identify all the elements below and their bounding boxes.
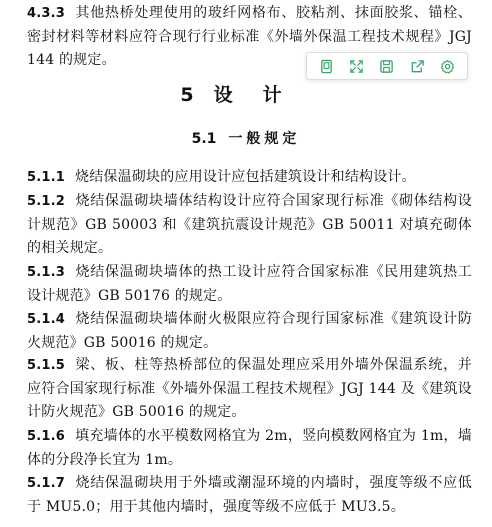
clause-number: 5.1.7 (27, 476, 66, 491)
copy-icon (319, 59, 334, 74)
section-title-text: 一般规定 (228, 131, 301, 147)
clause-5-1-2 (27, 190, 472, 261)
clause-text: 梁、板、柱等热桥部位的保温处理应采用外墙外保温系统，并应符合国家现行标准《外墙外保温工程技术规程》JGJ 144 及《建筑设计防火规范》GB 50016 的规定。 (27, 357, 472, 420)
section-title (0, 128, 492, 148)
clause-text: 烧结保温砌块墙体的热工设计应符合国家标准《民用建筑热工设计规范》GB 50176 的规定。 (27, 264, 472, 304)
clause-text: 烧结保温砌块用于外墙或潮湿环境的内墙时，强度等级不应低于 MU5.0；用于其他内墙时，强度等级不应低于 MU3.5。 (27, 475, 472, 515)
clause-text: 其他热桥处理使用的玻纤网格布、胶粘剂、抹面胶浆、锚栓、密封材料等材料应符合现行行业标准《外墙外保温工程技术规程》JGJ 144 的规定。 (27, 5, 472, 68)
chapter-title-text: 设计 (213, 84, 312, 106)
clause-5-1-5 (27, 354, 472, 425)
save-button[interactable] (375, 55, 399, 77)
clause-number: 5.1.4 (27, 312, 66, 327)
clause-5-1-1 (27, 166, 472, 190)
clause-number: 5.1.5 (27, 358, 66, 373)
floating-toolbar (306, 52, 468, 80)
expand-button[interactable] (345, 55, 369, 77)
clause-text: 烧结保温砌块墙体结构设计应符合国家现行标准《砌体结构设计规范》GB 50003 和《建筑抗震设计规范》GB 50011 对填充砌体的相关规定。 (27, 193, 472, 256)
clause-text: 烧结保温砌块墙体耐火极限应符合现行国家标准《建筑设计防火规范》GB 50016 的规定。 (27, 311, 472, 351)
clause-number: 5.1.1 (27, 170, 66, 185)
clause-number: 5.1.2 (27, 194, 66, 209)
settings-icon (440, 59, 455, 74)
clause-text: 烧结保温砌块的应用设计应包括建筑设计和结构设计。 (75, 169, 416, 185)
chapter-number: 5 (180, 84, 196, 106)
clause-5-1-6 (27, 425, 472, 472)
share-icon (410, 59, 425, 74)
settings-button[interactable] (436, 55, 460, 77)
expand-icon (349, 59, 364, 74)
section-number: 5.1 (191, 131, 217, 147)
clause-number: 5.1.6 (27, 429, 66, 444)
clause-number: 4.3.3 (27, 6, 66, 21)
copy-button[interactable] (314, 55, 338, 77)
clause-5-1-4 (27, 308, 472, 355)
chapter-title (0, 80, 492, 107)
save-icon (379, 59, 394, 74)
clause-5-1-3 (27, 261, 472, 308)
share-button[interactable] (405, 55, 429, 77)
clause-5-1-7 (27, 472, 472, 519)
clause-text: 填充墙体的水平模数网格宜为 2m，竖向模数网格宜为 1m，墙体的分段净长宜为 1m。 (27, 428, 472, 468)
clause-number: 5.1.3 (27, 265, 66, 280)
